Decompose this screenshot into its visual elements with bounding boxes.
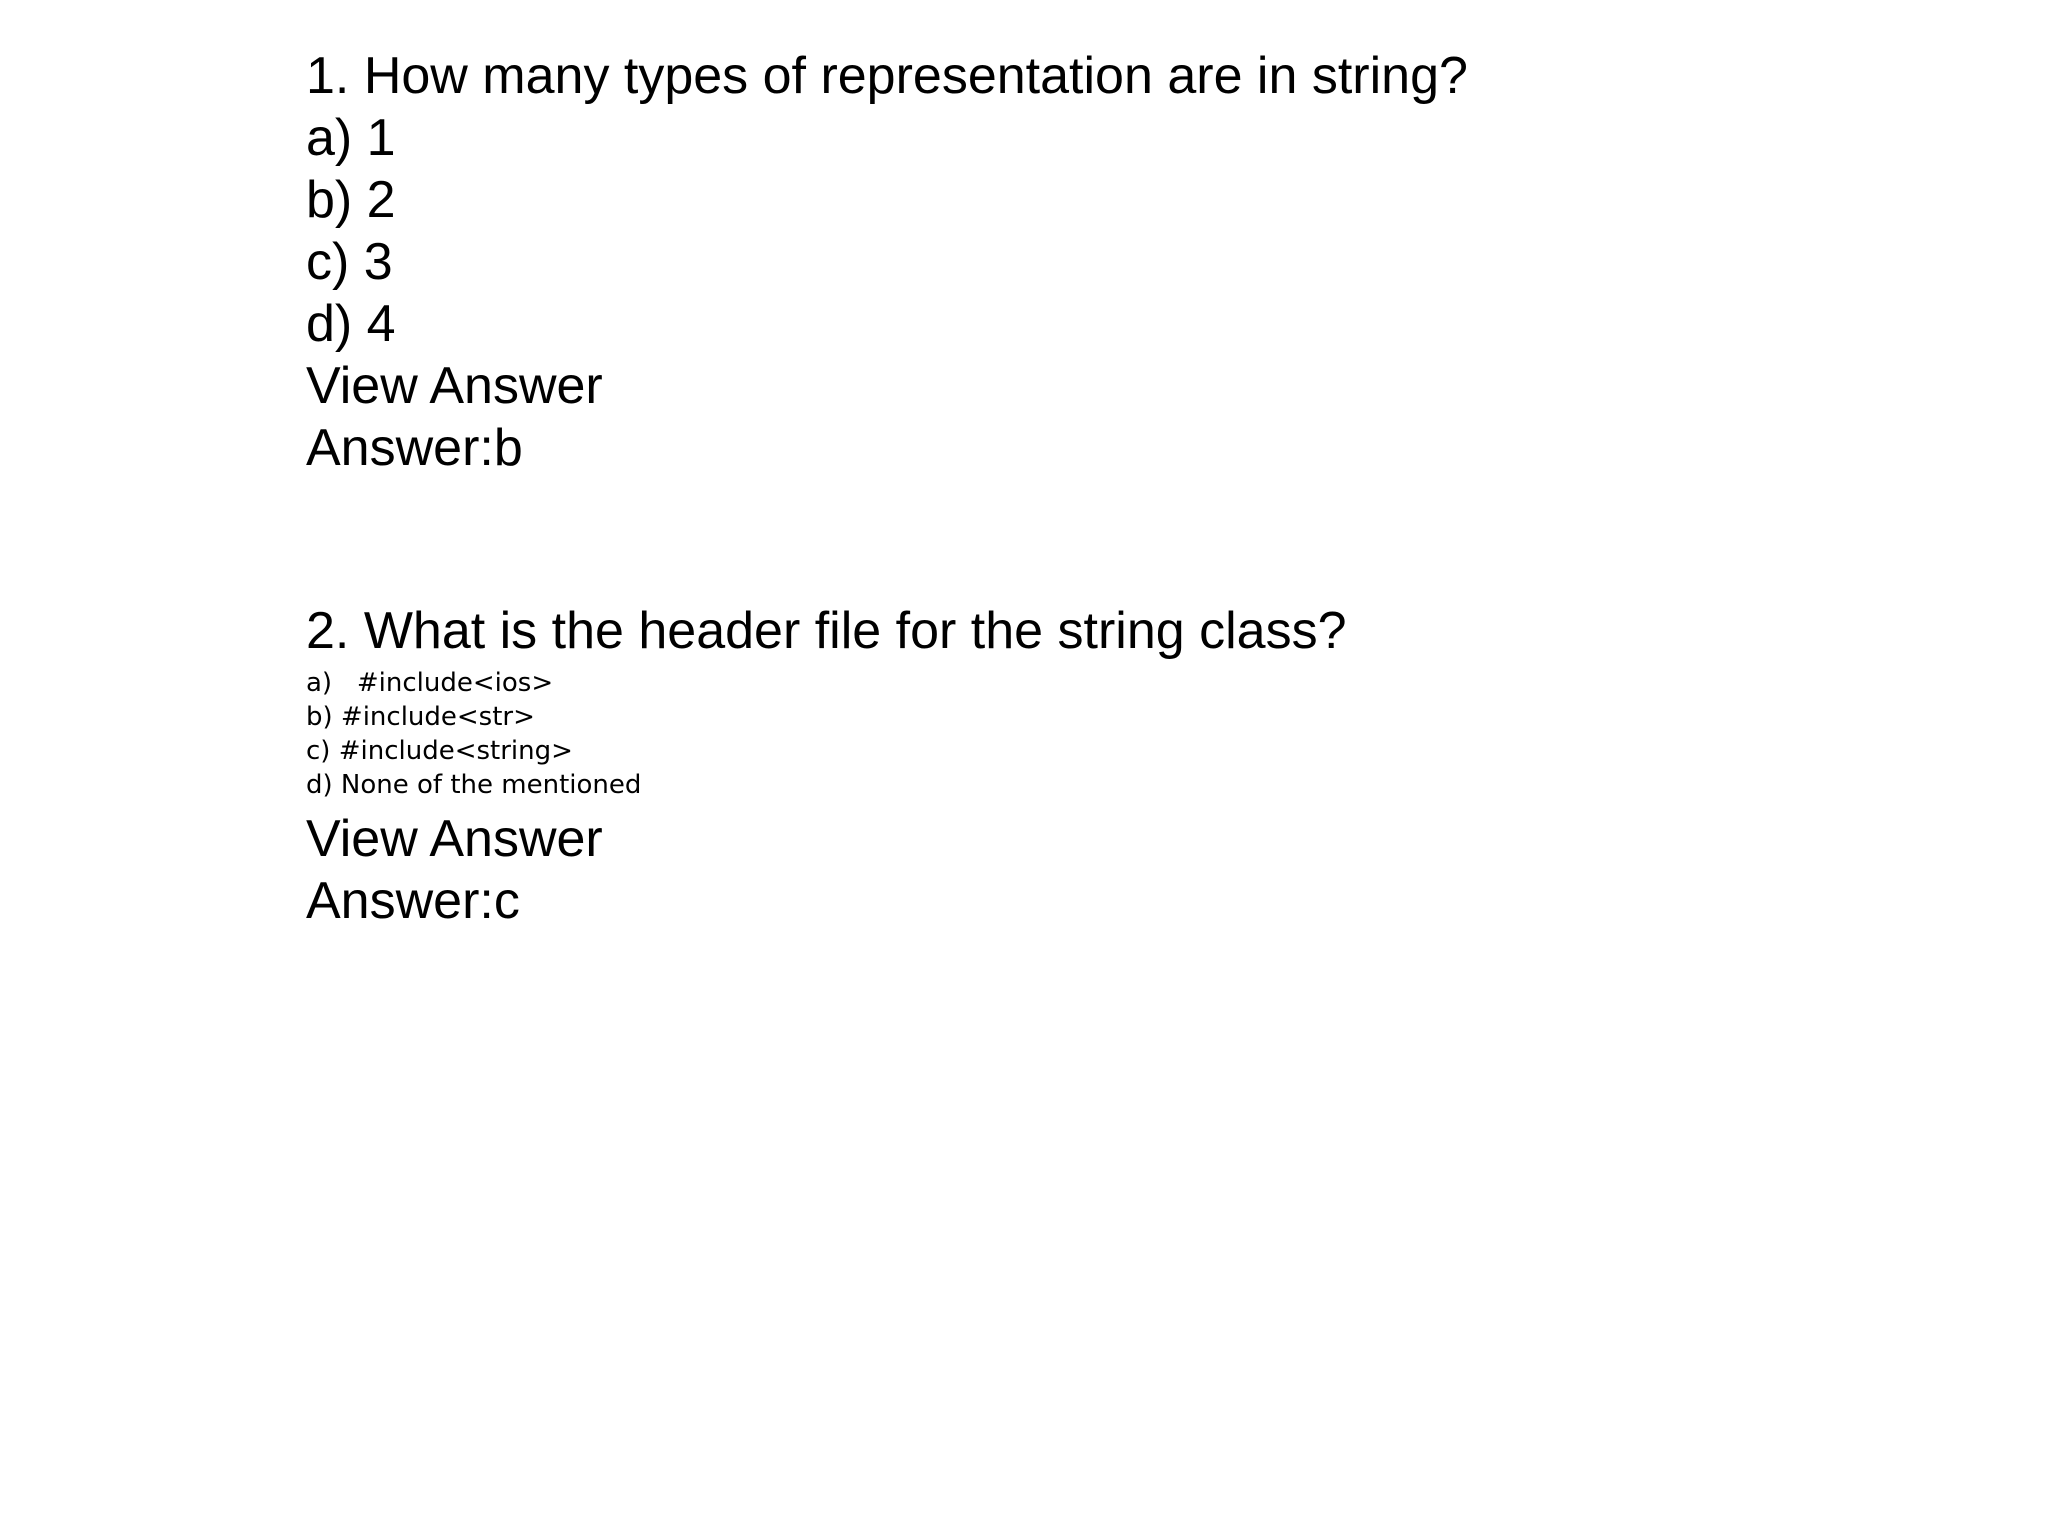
option-a: a) #include<ios> bbox=[306, 668, 554, 698]
view-answer-link[interactable]: View Answer bbox=[306, 810, 603, 868]
option-d: d) None of the mentioned bbox=[306, 770, 642, 800]
answer-text: Answer:b bbox=[306, 419, 523, 477]
question-text: 2. What is the header file for the string class? bbox=[306, 602, 1347, 660]
question-block-1 bbox=[306, 45, 1468, 479]
option-c: c) 3 bbox=[306, 233, 393, 291]
option-d: d) 4 bbox=[306, 295, 396, 353]
question-block-2 bbox=[306, 600, 1347, 932]
option-a: a) 1 bbox=[306, 109, 396, 167]
view-answer-link[interactable]: View Answer bbox=[306, 357, 603, 415]
option-c: c) #include<string> bbox=[306, 736, 573, 766]
question-text: 1. How many types of representation are in string? bbox=[306, 47, 1468, 105]
option-b: b) #include<str> bbox=[306, 702, 535, 732]
answer-text: Answer:c bbox=[306, 872, 520, 930]
option-b: b) 2 bbox=[306, 171, 396, 229]
